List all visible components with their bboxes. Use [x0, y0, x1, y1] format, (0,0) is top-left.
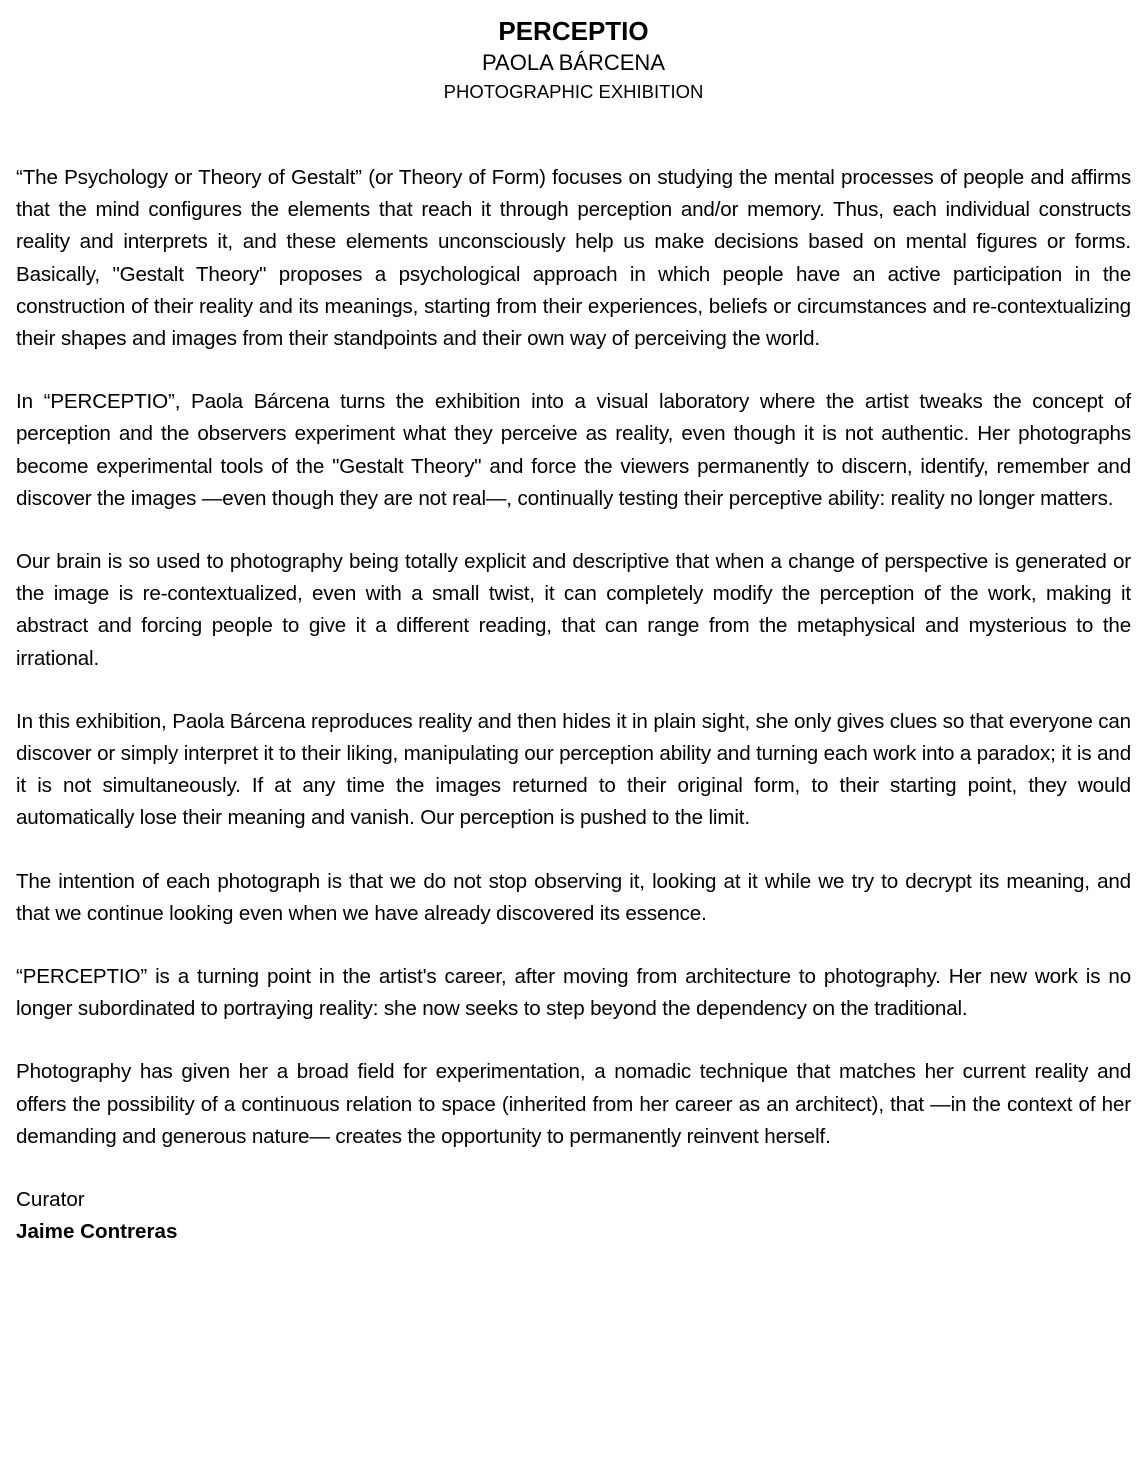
exhibition-title: PERCEPTIO [498, 16, 649, 46]
paragraph-6: “PERCEPTIO” is a turning point in the artist's career, after moving from architecture to photography. Her new work is no longer subordinated to portraying reality: she now seeks to step beyond the dependency on the traditional. [16, 965, 1131, 1021]
paragraph-5: The intention of each photograph is that we do not stop observing it, looking at it while we try to decrypt its meaning, and that we continue looking even when we have already discovered its essence. [16, 869, 1131, 925]
document-header [16, 14, 1131, 106]
exhibition-subtitle: PHOTOGRAPHIC EXHIBITION [443, 81, 704, 102]
artist-name: PAOLA BÁRCENA [482, 50, 665, 75]
paragraph-7: Photography has given her a broad field for experimentation, a nomadic technique that matches her current reality and offers the possibility of a continuous relation to space (inherited from her career as an architect), that —in the context of her demanding and generous nature— creates the opportunity to permanently reinvent herself. [16, 1060, 1131, 1148]
signature-role: Curator [16, 1188, 85, 1212]
signature-name: Jaime Contreras [16, 1220, 178, 1244]
signature-block [16, 1184, 1131, 1248]
paragraph-1: “The Psychology or Theory of Gestalt” (or Theory of Form) focuses on studying the mental processes of people and affirms that the mind configures the elements that reach it through perception and/or memory. Thus, each individual constructs reality and interprets it, and these elements unconsciously help us make decisions based on mental figures or forms. Basically, "Gestalt Theory" proposes a psychological approach in which people have an active participation in the construction of their reality and its meanings, starting from their experiences, beliefs or circumstances and re-contextualizing their shapes and images from their standpoints and their own way of perceiving the world. [16, 166, 1131, 351]
paragraph-4: In this exhibition, Paola Bárcena reproduces reality and then hides it in plain sight, she only gives clues so that everyone can discover or simply interpret it to their liking, manipulating our perception ability and turning each work into a paradox; it is and it is not simultaneously. If at any time the images returned to their original form, to their starting point, they would automatically lose their meaning and vanish. Our perception is pushed to the limit. [16, 709, 1131, 830]
paragraph-2: In “PERCEPTIO”, Paola Bárcena turns the exhibition into a visual laboratory where the artist tweaks the concept of perception and the observers experiment what they perceive as reality, even though it is not authentic. Her photographs become experimental tools of the "Gestalt Theory" and force the viewers permanently to discern, identify, remember and discover the images —even though they are not real—, continually testing their perceptive ability: reality no longer matters. [16, 390, 1131, 510]
document-body [16, 162, 1131, 1153]
paragraph-3: Our brain is so used to photography being totally explicit and descriptive that when a change of perspective is generated or the image is re-contextualized, even with a small twist, it can completely modify the perception of the work, making it abstract and forcing people to give it a different reading, that can range from the metaphysical and mysterious to the irrational. [16, 550, 1131, 670]
